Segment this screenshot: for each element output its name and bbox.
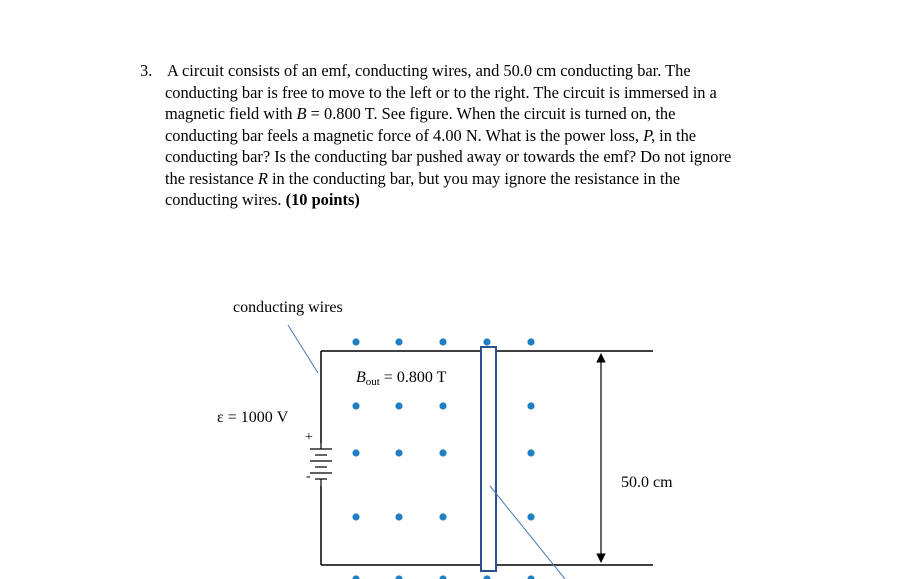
field-dot bbox=[483, 338, 490, 345]
field-dot bbox=[439, 513, 446, 520]
points-label: (10 points) bbox=[285, 190, 360, 209]
field-dot bbox=[395, 338, 402, 345]
problem-line-3a: magnetic field with bbox=[165, 104, 297, 123]
field-dot bbox=[352, 402, 359, 409]
problem-line-4c: in the bbox=[655, 125, 697, 145]
field-dot bbox=[483, 575, 490, 579]
problem-number: 3. bbox=[140, 61, 153, 80]
problem-line-6c: in the conducting bar, but you may ignore the resistance in the bbox=[267, 168, 681, 188]
field-label-value: = 0.800 T bbox=[379, 369, 447, 386]
field-symbol-b: B bbox=[296, 104, 307, 123]
field-dot bbox=[395, 513, 402, 520]
problem-line-1: A circuit consists of an emf, conducting wires, and 50.0 cm conducting bar. The bbox=[167, 61, 691, 80]
wires-pointer-line bbox=[288, 325, 318, 373]
plus-sign: + bbox=[305, 430, 313, 445]
problem-line-5: conducting bar? Is the conducting bar pushed away or towards the emf? Do not ignore bbox=[165, 147, 732, 166]
field-label-symbol: B bbox=[356, 369, 366, 386]
problem-line-4a: conducting bar feels a magnetic force of 4.00 N. What is the power loss, bbox=[165, 125, 644, 145]
field-dot bbox=[527, 575, 534, 579]
field-dot bbox=[395, 402, 402, 409]
field-label-subscript: out bbox=[365, 376, 380, 388]
field-dot bbox=[439, 449, 446, 456]
field-dot bbox=[439, 338, 446, 345]
field-dot bbox=[439, 575, 446, 579]
field-dot bbox=[527, 338, 534, 345]
field-dot bbox=[439, 402, 446, 409]
field-dot bbox=[352, 449, 359, 456]
field-dot bbox=[527, 402, 534, 409]
length-label: 50.0 cm bbox=[621, 474, 673, 491]
problem-line-6a: the resistance bbox=[165, 168, 258, 188]
battery-icon bbox=[310, 443, 332, 486]
field-dot bbox=[527, 513, 534, 520]
field-label bbox=[356, 369, 447, 388]
problem-line-7a: conducting wires. bbox=[165, 190, 286, 209]
field-dot bbox=[527, 449, 534, 456]
conducting-bar bbox=[481, 347, 496, 571]
problem-line-2: conducting bar is free to move to the left or to the right. The circuit is immersed in a bbox=[165, 82, 717, 102]
problem-line-3c: = 0.800 T. See figure. When the circuit is turned on, the bbox=[306, 104, 676, 123]
field-dot bbox=[395, 449, 402, 456]
field-dot bbox=[352, 575, 359, 579]
power-symbol-p: P, bbox=[643, 125, 656, 145]
field-dot bbox=[395, 575, 402, 579]
field-dot bbox=[352, 513, 359, 520]
emf-label: ε = 1000 V bbox=[217, 409, 289, 426]
resistance-symbol-r: R bbox=[257, 168, 268, 188]
minus-sign: - bbox=[306, 469, 311, 484]
field-dot bbox=[352, 338, 359, 345]
conducting-wires-label: conducting wires bbox=[233, 299, 343, 316]
